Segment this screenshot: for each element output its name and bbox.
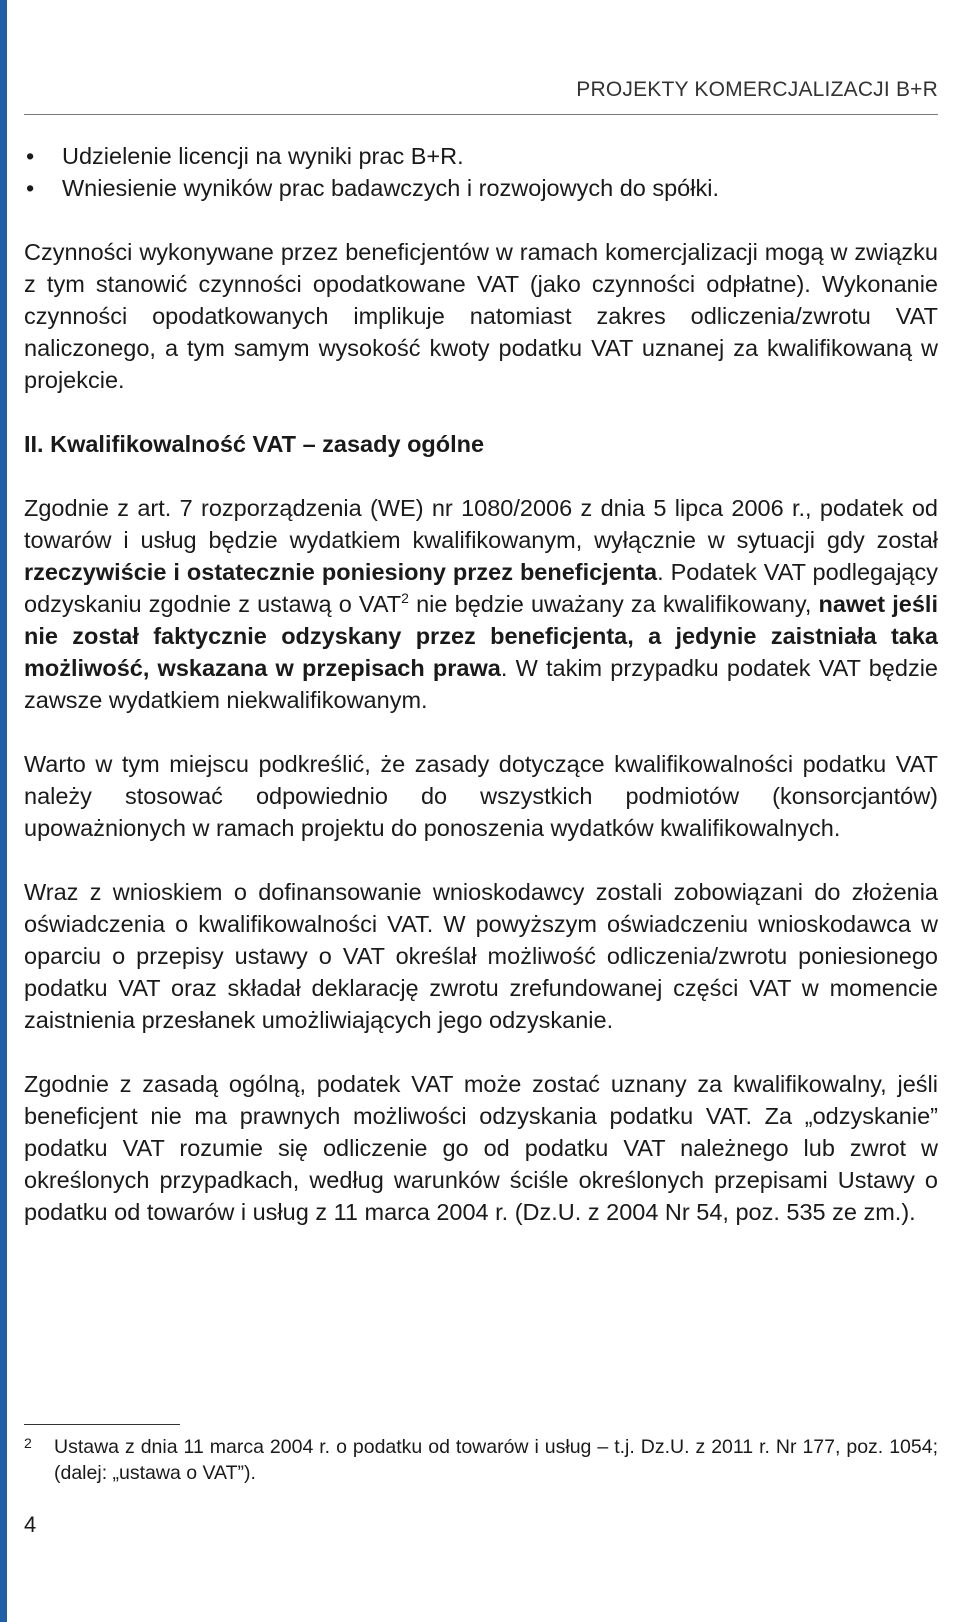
header-rule — [24, 114, 938, 115]
running-header: PROJEKTY KOMERCJALIZACJI B+R — [576, 78, 938, 101]
footnote-rule — [24, 1424, 180, 1425]
paragraph-declaration: Wraz z wnioskiem o dofinansowanie wnioskodawcy zostali zobowiązani do złożenia oświadczenia o kwalifikowalności VAT. W powyższym oświadczeniu wnioskodawca w oparciu o przepisy ustawy o VAT określał możliwość odliczenia/zwrotu poniesionego podatku VAT oraz składał deklarację zwrotu zrefundowanej części VAT w momencie zaistnienia przesłanek umożliwiających jego odzyskanie. — [24, 879, 938, 1033]
list-item-text: Udzielenie licencji na wyniki prac B+R. — [62, 143, 464, 169]
footnote-number: 2 — [24, 1435, 32, 1451]
page-content — [24, 140, 938, 1228]
text-span: Zgodnie z art. 7 rozporządzenia (WE) nr 1080/2006 z dnia 5 lipca 2006 r., podatek od towarów i usług będzie wydatkiem kwalifikowanym, wyłącznie w sytuacji gdy został — [24, 495, 938, 553]
list-item — [24, 172, 938, 204]
footnote-text: Ustawa z dnia 11 marca 2004 r. o podatku od towarów i usług – t.j. Dz.U. z 2011 r. Nr 177, poz. 1054; (dalej: „ustawa o VAT”). — [54, 1436, 938, 1484]
text-span: nie będzie uważany za kwalifikowany, — [408, 591, 819, 617]
footnote-reference: 2 — [401, 590, 409, 607]
bullet-list — [24, 140, 938, 204]
text-span: . Podatek VAT podlegający odzyskaniu zgodnie z ustawą o VAT — [24, 559, 938, 617]
paragraph-regulation — [24, 492, 938, 716]
list-item-text: Wniesienie wyników prac badawczych i rozwojowych do spółki. — [62, 175, 719, 201]
paragraph-consortium: Warto w tym miejscu podkreślić, że zasady dotyczące kwalifikowalności podatku VAT należy stosować odpowiednio do wszystkich podmiotów (konsorcjantów) upoważnionych w ramach projektu do ponoszenia wydatków kwalifikowalnych. — [24, 751, 938, 841]
footnote — [24, 1434, 938, 1486]
page-number: 4 — [24, 1512, 37, 1537]
side-color-bar — [0, 0, 7, 1622]
list-item — [24, 140, 938, 172]
paragraph-general-rule: Zgodnie z zasadą ogólną, podatek VAT może zostać uznany za kwalifikowalny, jeśli beneficjent nie ma prawnych możliwości odzyskania podatku VAT. Za „odzyskanie” podatku VAT rozumie się odliczenie go od podatku VAT należnego lub zwrot w określonych przypadkach, według warunków ściśle określonych przepisami Ustawy o podatku od towarów i usług z 11 marca 2004 r. (Dz.U. z 2004 Nr 54, poz. 535 ze zm.). — [24, 1071, 938, 1225]
text-span: . W takim przypadku podatek VAT będzie zawsze wydatkiem niekwalifikowanym. — [24, 655, 938, 713]
bullet-marker: • — [26, 175, 35, 201]
paragraph-commercialization-vat: Czynności wykonywane przez beneficjentów w ramach komercjalizacji mogą w związku z tym stanowić czynności opodatkowane VAT (jako czynności odpłatne). Wykonanie czynności opodatkowanych implikuje natomiast zakres odliczenia/zwrotu VAT naliczonego, a tym samym wysokość kwoty podatku VAT uznanej za kwalifikowaną w projekcie. — [24, 239, 938, 393]
bullet-marker: • — [26, 143, 35, 169]
bold-phrase: rzeczywiście i ostatecznie poniesiony przez beneficjenta — [24, 559, 658, 585]
section-heading: II. Kwalifikowalność VAT – zasady ogólne — [24, 431, 485, 457]
bold-phrase: nawet jeśli nie został faktycznie odzyskany przez beneficjenta, a jedynie zaistniała taka możliwość, wskazana w przepisach prawa — [24, 591, 938, 681]
